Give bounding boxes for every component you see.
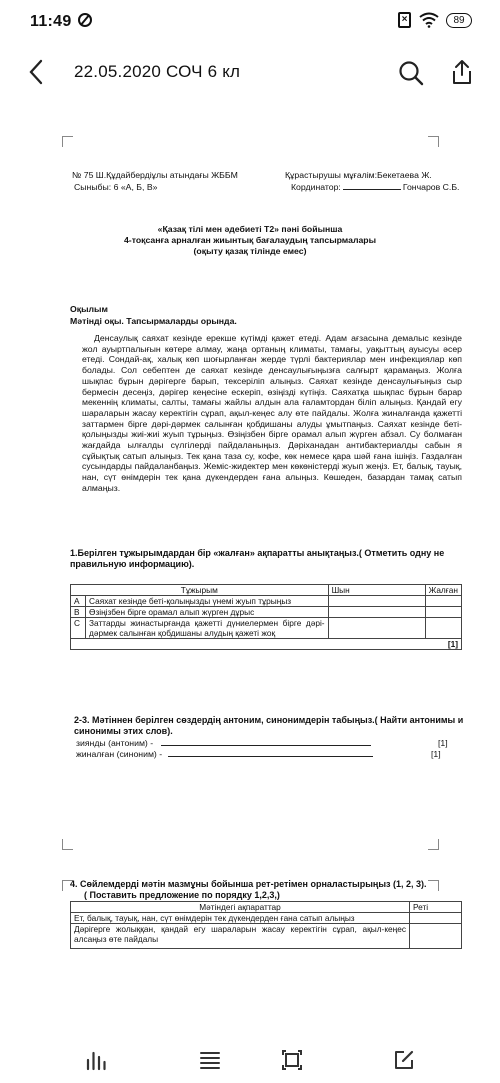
table-row	[71, 596, 462, 607]
header-true: Шын	[328, 585, 425, 596]
coordinator-label: Кординатор:	[291, 182, 341, 192]
document-page[interactable]	[0, 104, 500, 1044]
true-cell[interactable]	[328, 607, 425, 618]
synonym-label: жиналған (синоним) -	[76, 749, 163, 759]
row-statement: Өзіңізбен бірге орамал алып жүрген дұрыс	[86, 607, 329, 618]
score-1: [1]	[71, 639, 462, 650]
table-row	[71, 913, 462, 924]
false-cell[interactable]	[425, 596, 461, 607]
question-2-3: 2-3. Мәтіннен берілген сөздердің антоним, синонимдерін табыңыз.( Найти антонимы и синонимы этих слов).	[74, 715, 464, 736]
antonym-answer-blank[interactable]	[161, 745, 371, 746]
table-row	[71, 607, 462, 618]
header-order: Реті	[410, 902, 462, 913]
title-line-3: (оқыту қазақ тілінде емес)	[193, 246, 307, 256]
crop-mark	[62, 136, 73, 147]
row-letter: А	[71, 596, 86, 607]
bottom-toolbar	[0, 1044, 500, 1083]
search-icon[interactable]	[398, 60, 424, 86]
sim-icon: ×	[398, 12, 411, 28]
false-cell[interactable]	[425, 618, 461, 639]
share-icon[interactable]	[451, 59, 473, 85]
antonym-score: [1]	[438, 738, 448, 748]
table-row	[71, 924, 462, 949]
header-information: Мәтіндегі ақпараттар	[71, 902, 410, 913]
order-cell[interactable]	[410, 913, 462, 924]
crop-mark	[428, 136, 439, 147]
header-false: Жалған	[425, 585, 461, 596]
reading-text: Денсаулық саяхат кезінде ерекше күтімді қажет етеді. Адам ағзасына демалыс кезінде жол ауыртпалығын көтере алмау, жаңа ортаның климаты, тамағы, уақыттың ауысуы әсер етеді. Сондай-ақ, халық көп шоғырланған жерде түрлі бактериялар мен инфекциялар көп болады. Сол себептен де саяхат кезінде денсаулығыңызға салғырт қарамаңыз. Жолға шықпас бұрын дәрігерге барып, тексеріліп алыңыз. Саяхат кезінде денсаулығыңыз сыр бермесін десеңіз, дәрігер кеңесіне ескеріп, өзіңізді күтіңіз. Саяхатқа шықпас бұрын барар мекеннің климаты, салты, тамағы жайлы алдын ала ғаламтордан біліп алыңыз. Қандай егу шараларын жасау керектігін сұрап, ақыл-кеңес алу өте пайдалы. Жолға жиналғанда қажетті заттармен бірге дәрі-дәрмек салынған қобдишаны алуды ұмытпаңыз. Саяхат кезінде беті-қолыңызды жиі-жиі жуып тұрыңыз. Өзіңізбен бірге орамал алып жүрген абзал. Су болмаған жағдайда ылғалды сүлгілерді пайдаланыңыз. Дәріханадан антибактериалды сабын я сұйықтық сатып алыңыз. Тек қана таза су, кофе, көк немесе қара шәй ғана ішіңіз. Газдалған сусындарды пайдаланбаңыз. Жеміс-жидектер мен көкөністерді жуып жеңіз. Ет, балық, тауық, нан, сүт өнімдерін тек қана дүкендерден ғана алыңыз. Көшеден, базардан тамақ сатып алмаңыз.	[82, 333, 462, 493]
back-arrow-icon[interactable]	[28, 59, 44, 85]
chart-icon[interactable]	[84, 1048, 108, 1072]
battery-indicator: 89	[446, 13, 472, 28]
crop-mark	[62, 839, 73, 850]
school-name: № 75 Ш.Құдайбердіұлы атындағы ЖББМ	[72, 170, 238, 180]
order-table	[70, 901, 462, 949]
question-4-sub: ( Поставить предложение по порядку 1,2,3,)	[84, 890, 280, 900]
instruction: Мәтінді оқы. Тапсырмаларды орында.	[70, 316, 237, 326]
edit-icon[interactable]	[392, 1048, 416, 1072]
coordinator	[291, 182, 459, 193]
section-heading: Оқылым	[70, 304, 108, 314]
title-line-1: «Қазақ тілі мен әдебиеті Т2» пәні бойынша	[157, 224, 343, 234]
page-title: 22.05.2020 СОЧ 6 кл	[74, 62, 241, 81]
coordinator-name: Гончаров С.Б.	[402, 182, 460, 192]
grades: Сыныбы: 6 «А, Б, В»	[74, 182, 158, 192]
status-bar	[0, 0, 500, 44]
row-statement: Заттарды жинастырғанда қажетті дүниелермен бірге дәрі-дәрмек салынған қобдишаны алудың қажеті жоқ	[86, 618, 329, 639]
synonym-line	[76, 749, 373, 760]
statements-table	[70, 584, 462, 650]
wifi-icon	[419, 12, 439, 28]
synonym-answer-blank[interactable]	[168, 756, 373, 757]
question-1: 1.Берілген тұжырымдардан бір «жалған» ақпаратты анықтаңыз.( Отметить одну не правильную информацию).	[70, 548, 445, 569]
header-statement: Тұжырым	[71, 585, 329, 596]
crop-mark	[428, 839, 439, 850]
antonym-label: зиянды (антоним) -	[76, 738, 154, 748]
false-cell[interactable]	[425, 607, 461, 618]
table-row	[71, 618, 462, 639]
order-cell[interactable]	[410, 924, 462, 949]
app-header	[0, 44, 500, 104]
crop-mark	[428, 880, 439, 891]
title-line-2: 4-тоқсанға арналған жиынтық бағалаудың тапсырмалары	[123, 235, 377, 245]
row-statement: Саяхат кезінде беті-қолыңызды үнемі жуып тұрыңыз	[86, 596, 329, 607]
crop-icon[interactable]	[280, 1048, 304, 1072]
list-icon[interactable]	[198, 1048, 222, 1072]
true-cell[interactable]	[328, 596, 425, 607]
do-not-disturb-icon	[78, 13, 92, 27]
antonym-line	[76, 738, 371, 749]
row-letter: В	[71, 607, 86, 618]
true-cell[interactable]	[328, 618, 425, 639]
teacher: Құрастырушы мұғалім:Бекетаева Ж.	[285, 170, 432, 180]
info-text: Дәрігерге жолыққан, қандай егу шараларын жасау керектігін сұрап, ақыл-кеңес алсаңыз өте пайдалы	[71, 924, 410, 949]
info-text: Ет, балық, тауық, нан, сүт өнімдерін тек дүкендерден ғана сатып алыңыз	[71, 913, 410, 924]
row-letter: С	[71, 618, 86, 639]
status-time: 11:49	[30, 13, 72, 30]
question-4: 4. Сөйлемдерді мәтін мазмұны бойынша рет-ретімен орналастырыңыз (1, 2, 3).	[70, 879, 427, 889]
synonym-score: [1]	[431, 749, 441, 759]
